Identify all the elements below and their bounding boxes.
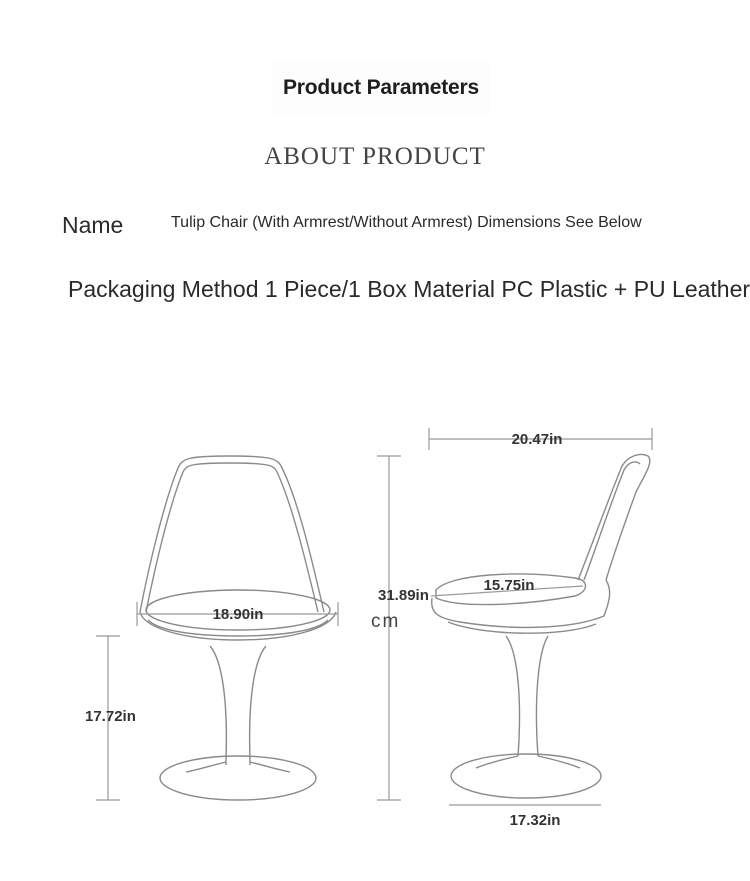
page-title: Product Parameters <box>272 60 490 116</box>
packaging-material-line: Packaging Method 1 Piece/1 Box Material PC Plastic + PU Leather <box>68 276 750 302</box>
section-title: ABOUT PRODUCT <box>264 143 486 170</box>
name-value: Tulip Chair (With Armrest/Without Armrest) Dimensions See Below <box>171 214 642 231</box>
seat-height-dimension <box>85 636 136 800</box>
unit-label: cm <box>371 611 401 632</box>
name-label: Name <box>62 212 124 238</box>
seat-depth-dimension <box>431 577 583 596</box>
front-chair-illustration <box>140 456 336 800</box>
base-diameter-dimension <box>449 805 601 829</box>
seat-depth-label: 15.75in <box>483 577 535 594</box>
side-chair-illustration <box>432 454 650 798</box>
base-diameter-label: 17.32in <box>509 812 561 829</box>
depth-dimension <box>429 428 652 450</box>
total-height-dimension <box>371 456 429 800</box>
total-height-label: 31.89in <box>378 587 429 604</box>
seat-height-label: 17.72in <box>85 708 136 725</box>
depth-label: 20.47in <box>511 431 563 448</box>
seat-width-label: 18.90in <box>212 606 264 623</box>
